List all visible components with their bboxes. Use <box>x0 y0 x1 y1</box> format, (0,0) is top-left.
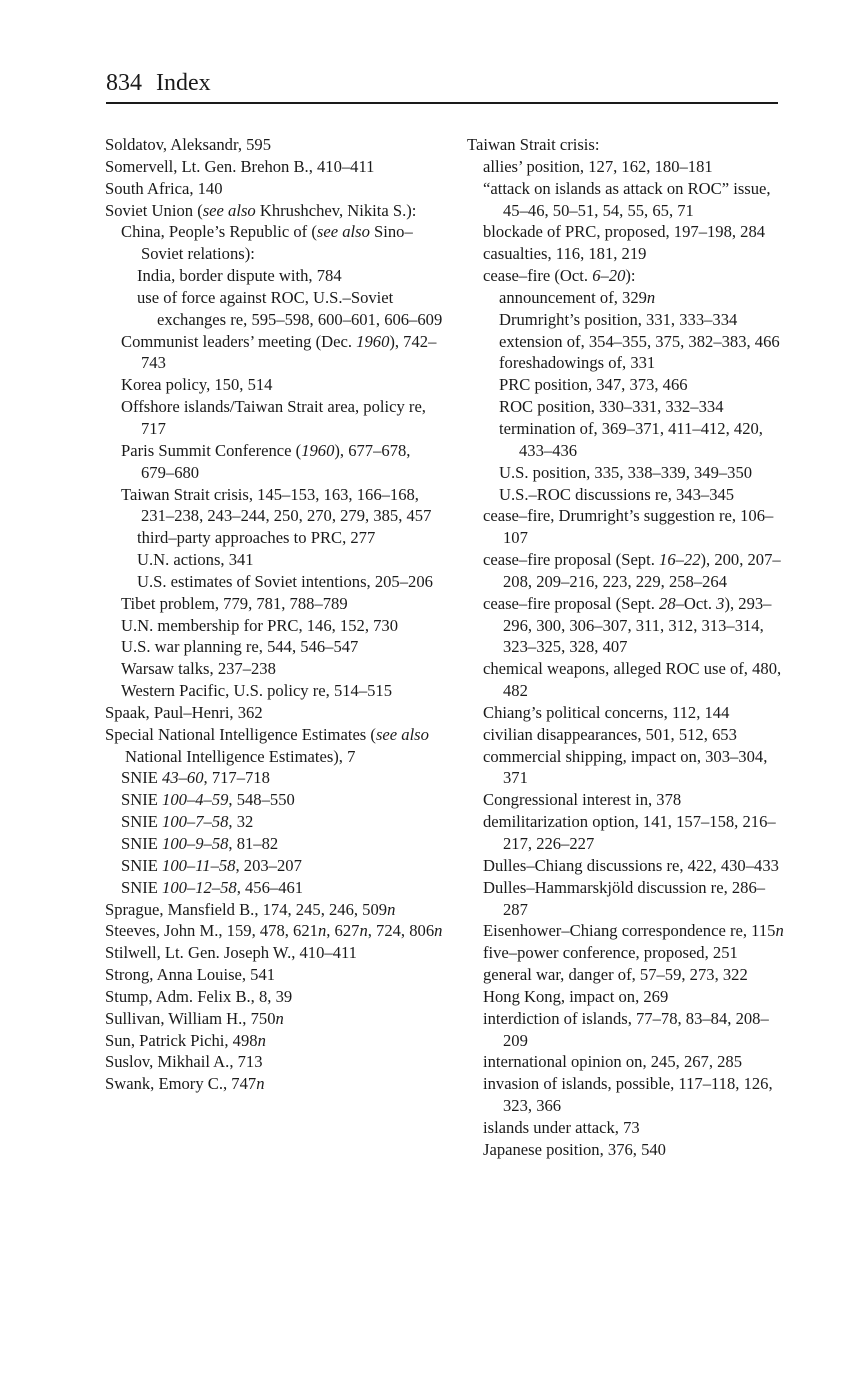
index-entry: South Africa, 140 <box>105 178 223 198</box>
index-entry: allies’ position, 127, 162, 180–181 <box>483 156 713 176</box>
index-column-left <box>105 134 445 1095</box>
index-entry: Communist leaders’ meeting (Dec. 1960), 742–743 <box>121 331 437 373</box>
index-entry: Taiwan Strait crisis: <box>467 135 600 154</box>
index-entry: Western Pacific, U.S. policy re, 514–515 <box>121 681 393 701</box>
index-entry: U.N. actions, 341 <box>137 550 254 570</box>
index-column-right <box>467 134 787 1161</box>
index-entry: U.S. war planning re, 544, 546–547 <box>121 637 359 657</box>
index-entry: casualties, 116, 181, 219 <box>483 244 647 264</box>
index-entry: Somervell, Lt. Gen. Brehon B., 410–411 <box>105 156 375 176</box>
index-entry: Strong, Anna Louise, 541 <box>105 965 276 985</box>
index-entry: interdiction of islands, 77–78, 83–84, 208–209 <box>483 1008 769 1050</box>
index-entry: Offshore islands/Taiwan Strait area, policy re, 717 <box>121 397 426 438</box>
index-entry: U.S. estimates of Soviet intentions, 205–206 <box>137 571 433 591</box>
index-entry: Tibet problem, 779, 781, 788–789 <box>121 593 348 613</box>
index-entry: Soldatov, Aleksandr, 595 <box>105 135 272 154</box>
index-entry: international opinion on, 245, 267, 285 <box>483 1052 743 1072</box>
index-entry: SNIE 43–60, 717–718 <box>121 768 270 788</box>
index-entry: SNIE 100–12–58, 456–461 <box>121 877 304 897</box>
index-entry: Dulles–Chiang discussions re, 422, 430–433 <box>483 855 779 875</box>
index-entry: Chiang’s political concerns, 112, 144 <box>483 702 730 722</box>
index-entry: Spaak, Paul–Henri, 362 <box>105 702 263 722</box>
index-entry: chemical weapons, alleged ROC use of, 480, 482 <box>483 659 782 701</box>
index-entry: “attack on islands as attack on ROC” issue, 45–46, 50–51, 54, 55, 65, 71 <box>483 178 771 220</box>
index-entry: foreshadowings of, 331 <box>499 353 656 373</box>
index-entry: ROC position, 330–331, 332–334 <box>499 397 724 417</box>
index-entry: Drumright’s position, 331, 333–334 <box>499 309 738 329</box>
index-entry: cease–fire (Oct. 6–20): <box>483 266 636 286</box>
index-entry: India, border dispute with, 784 <box>137 266 342 286</box>
index-entry: termination of, 369–371, 411–412, 420, 433–436 <box>499 418 763 460</box>
index-entry: islands under attack, 73 <box>483 1117 640 1137</box>
index-entry: Stump, Adm. Felix B., 8, 39 <box>105 986 293 1006</box>
index-entry: Eisenhower–Chiang correspondence re, 115n <box>483 921 784 941</box>
index-entry: U.N. membership for PRC, 146, 152, 730 <box>121 615 399 635</box>
index-entry: Korea policy, 150, 514 <box>121 375 273 395</box>
index-entry: cease–fire, Drumright’s suggestion re, 106–107 <box>483 506 774 548</box>
index-entry: invasion of islands, possible, 117–118, 126, 323, 366 <box>483 1074 773 1116</box>
index-entry: use of force against ROC, U.S.–Soviet exchanges re, 595–598, 600–601, 606–609 <box>137 287 443 329</box>
index-entry: U.S. position, 335, 338–339, 349–350 <box>499 462 753 482</box>
index-entry: Swank, Emory C., 747n <box>105 1074 265 1094</box>
index-entry: Japanese position, 376, 540 <box>483 1139 666 1159</box>
index-entry: cease–fire proposal (Sept. 16–22), 200, 207–208, 209–216, 223, 229, 258–264 <box>483 550 781 591</box>
index-entry: PRC position, 347, 373, 466 <box>499 375 688 395</box>
index-entry: Taiwan Strait crisis, 145–153, 163, 166–168, 231–238, 243–244, 250, 270, 279, 385, 457 <box>121 484 432 526</box>
index-entry: Soviet Union (see also Khrushchev, Nikita S.): <box>105 200 417 220</box>
index-entry: Special National Intelligence Estimates (see also National Intelligence Estimates), 7 <box>105 724 429 766</box>
index-entry: demilitarization option, 141, 157–158, 216–217, 226–227 <box>483 812 776 853</box>
index-entry: blockade of PRC, proposed, 197–198, 284 <box>483 222 766 242</box>
index-entry: SNIE 100–4–59, 548–550 <box>121 790 295 810</box>
index-entry: Sprague, Mansfield B., 174, 245, 246, 509n <box>105 899 396 919</box>
index-entry: Sun, Patrick Pichi, 498n <box>105 1030 266 1050</box>
index-entry: announcement of, 329n <box>499 287 656 307</box>
index-entry: Warsaw talks, 237–238 <box>121 659 276 679</box>
index-entry: cease–fire proposal (Sept. 28–Oct. 3), 293–296, 300, 306–307, 311, 312, 313–314, 323–325, 328, 407 <box>483 593 772 657</box>
index-entry: SNIE 100–11–58, 203–207 <box>121 855 302 875</box>
index-entry: Paris Summit Conference (1960), 677–678, 679–680 <box>121 440 411 482</box>
page-header <box>106 68 778 104</box>
index-entry: five–power conference, proposed, 251 <box>483 943 738 963</box>
page-number: 834 <box>106 70 142 96</box>
index-entry: civilian disappearances, 501, 512, 653 <box>483 724 737 744</box>
page-title: Index <box>156 70 211 96</box>
index-entry: Steeves, John M., 159, 478, 621n, 627n, 724, 806n <box>105 921 443 941</box>
index-entry: Suslov, Mikhail A., 713 <box>105 1052 263 1072</box>
index-entry: SNIE 100–9–58, 81–82 <box>121 834 279 853</box>
index-entry: Congressional interest in, 378 <box>483 790 682 810</box>
index-entry: Hong Kong, impact on, 269 <box>483 986 669 1006</box>
index-entry: Stilwell, Lt. Gen. Joseph W., 410–411 <box>105 943 357 963</box>
index-entry: China, People’s Republic of (see also Sino–Soviet relations): <box>121 222 413 264</box>
index-entry: commercial shipping, impact on, 303–304, 371 <box>483 746 768 788</box>
index-entry: SNIE 100–7–58, 32 <box>121 812 254 832</box>
index-entry: third–party approaches to PRC, 277 <box>137 528 376 548</box>
index-entry: extension of, 354–355, 375, 382–383, 466 <box>499 331 780 351</box>
index-entry: Dulles–Hammarskjöld discussion re, 286–287 <box>483 877 766 919</box>
index-entry: general war, danger of, 57–59, 273, 322 <box>483 965 748 985</box>
index-entry: Sullivan, William H., 750n <box>105 1008 284 1028</box>
index-entry: U.S.–ROC discussions re, 343–345 <box>499 484 735 504</box>
